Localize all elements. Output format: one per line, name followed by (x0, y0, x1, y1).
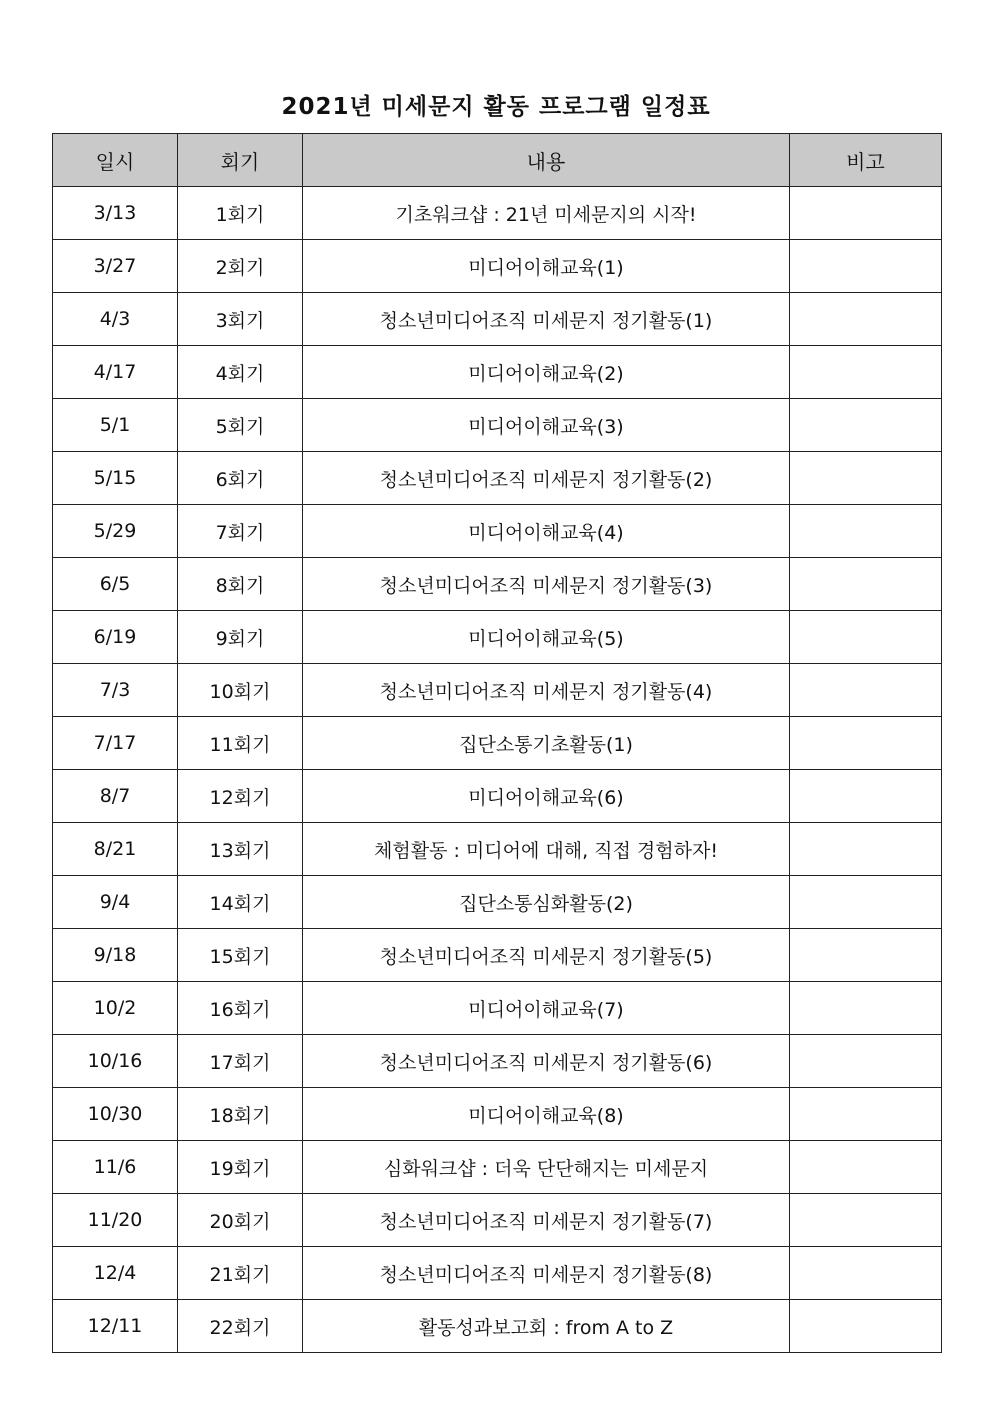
cell-session: 20회기 (178, 1194, 303, 1247)
table-row (53, 505, 942, 558)
cell-date: 7/3 (53, 664, 178, 717)
cell-date: 4/17 (53, 346, 178, 399)
cell-content: 청소년미디어조직 미세문지 정기활동(1) (303, 293, 790, 346)
cell-date: 6/5 (53, 558, 178, 611)
cell-note (790, 982, 942, 1035)
header-content: 내용 (303, 134, 790, 187)
cell-date: 6/19 (53, 611, 178, 664)
cell-session: 17회기 (178, 1035, 303, 1088)
table-row (53, 293, 942, 346)
table-row (53, 1194, 942, 1247)
cell-session: 11회기 (178, 717, 303, 770)
cell-content: 미디어이해교육(8) (303, 1088, 790, 1141)
cell-note (790, 611, 942, 664)
header-session: 회기 (178, 134, 303, 187)
table-row (53, 346, 942, 399)
cell-session: 2회기 (178, 240, 303, 293)
cell-content: 청소년미디어조직 미세문지 정기활동(4) (303, 664, 790, 717)
table-header (53, 134, 942, 187)
cell-note (790, 452, 942, 505)
cell-session: 21회기 (178, 1247, 303, 1300)
table-row (53, 399, 942, 452)
cell-session: 10회기 (178, 664, 303, 717)
cell-note (790, 876, 942, 929)
table-row (53, 187, 942, 240)
table-row (53, 823, 942, 876)
table-row (53, 664, 942, 717)
cell-session: 9회기 (178, 611, 303, 664)
cell-session: 19회기 (178, 1141, 303, 1194)
cell-date: 7/17 (53, 717, 178, 770)
table-row (53, 452, 942, 505)
cell-date: 5/29 (53, 505, 178, 558)
cell-session: 6회기 (178, 452, 303, 505)
cell-content: 청소년미디어조직 미세문지 정기활동(2) (303, 452, 790, 505)
cell-content: 미디어이해교육(1) (303, 240, 790, 293)
table-row (53, 929, 942, 982)
cell-content: 미디어이해교육(2) (303, 346, 790, 399)
cell-date: 11/6 (53, 1141, 178, 1194)
cell-content: 심화워크샵 : 더욱 단단해지는 미세문지 (303, 1141, 790, 1194)
cell-session: 13회기 (178, 823, 303, 876)
cell-content: 활동성과보고회 : from A to Z (303, 1300, 790, 1353)
table-row (53, 770, 942, 823)
cell-note (790, 293, 942, 346)
cell-note (790, 240, 942, 293)
cell-date: 8/21 (53, 823, 178, 876)
table-row (53, 611, 942, 664)
schedule-table (52, 133, 942, 1353)
cell-session: 3회기 (178, 293, 303, 346)
table-body (53, 187, 942, 1353)
cell-note (790, 1088, 942, 1141)
page-title: 2021년 미세문지 활동 프로그램 일정표 (281, 94, 711, 120)
table-row (53, 240, 942, 293)
cell-session: 18회기 (178, 1088, 303, 1141)
cell-session: 1회기 (178, 187, 303, 240)
cell-note (790, 770, 942, 823)
cell-session: 14회기 (178, 876, 303, 929)
cell-content: 미디어이해교육(4) (303, 505, 790, 558)
table-row (53, 1035, 942, 1088)
cell-note (790, 505, 942, 558)
header-date: 일시 (53, 134, 178, 187)
cell-date: 9/4 (53, 876, 178, 929)
cell-date: 12/4 (53, 1247, 178, 1300)
cell-content: 청소년미디어조직 미세문지 정기활동(8) (303, 1247, 790, 1300)
cell-session: 22회기 (178, 1300, 303, 1353)
cell-session: 15회기 (178, 929, 303, 982)
table-row (53, 1247, 942, 1300)
cell-date: 4/3 (53, 293, 178, 346)
cell-content: 기초워크샵 : 21년 미세문지의 시작! (303, 187, 790, 240)
cell-note (790, 346, 942, 399)
cell-session: 5회기 (178, 399, 303, 452)
cell-note (790, 1035, 942, 1088)
cell-date: 3/27 (53, 240, 178, 293)
cell-note (790, 187, 942, 240)
cell-content: 집단소통심화활동(2) (303, 876, 790, 929)
table-row (53, 717, 942, 770)
cell-note (790, 1141, 942, 1194)
cell-session: 7회기 (178, 505, 303, 558)
cell-date: 10/30 (53, 1088, 178, 1141)
cell-content: 미디어이해교육(6) (303, 770, 790, 823)
cell-note (790, 929, 942, 982)
cell-session: 12회기 (178, 770, 303, 823)
cell-date: 12/11 (53, 1300, 178, 1353)
cell-session: 4회기 (178, 346, 303, 399)
cell-content: 청소년미디어조직 미세문지 정기활동(6) (303, 1035, 790, 1088)
cell-content: 청소년미디어조직 미세문지 정기활동(7) (303, 1194, 790, 1247)
table-row (53, 1088, 942, 1141)
cell-content: 체험활동 : 미디어에 대해, 직접 경험하자! (303, 823, 790, 876)
cell-date: 11/20 (53, 1194, 178, 1247)
table-row (53, 1300, 942, 1353)
table-row (53, 982, 942, 1035)
table-row (53, 876, 942, 929)
cell-date: 5/1 (53, 399, 178, 452)
table-row (53, 1141, 942, 1194)
cell-content: 집단소통기초활동(1) (303, 717, 790, 770)
cell-date: 10/16 (53, 1035, 178, 1088)
cell-session: 16회기 (178, 982, 303, 1035)
header-note: 비고 (790, 134, 942, 187)
cell-note (790, 823, 942, 876)
table-row (53, 558, 942, 611)
cell-note (790, 1247, 942, 1300)
cell-content: 미디어이해교육(7) (303, 982, 790, 1035)
header-row (53, 134, 942, 187)
cell-date: 3/13 (53, 187, 178, 240)
cell-note (790, 664, 942, 717)
cell-date: 8/7 (53, 770, 178, 823)
cell-date: 5/15 (53, 452, 178, 505)
cell-date: 10/2 (53, 982, 178, 1035)
cell-content: 미디어이해교육(3) (303, 399, 790, 452)
cell-note (790, 399, 942, 452)
cell-content: 청소년미디어조직 미세문지 정기활동(3) (303, 558, 790, 611)
cell-note (790, 1194, 942, 1247)
cell-session: 8회기 (178, 558, 303, 611)
cell-content: 미디어이해교육(5) (303, 611, 790, 664)
cell-note (790, 558, 942, 611)
cell-date: 9/18 (53, 929, 178, 982)
cell-content: 청소년미디어조직 미세문지 정기활동(5) (303, 929, 790, 982)
cell-note (790, 717, 942, 770)
cell-note (790, 1300, 942, 1353)
